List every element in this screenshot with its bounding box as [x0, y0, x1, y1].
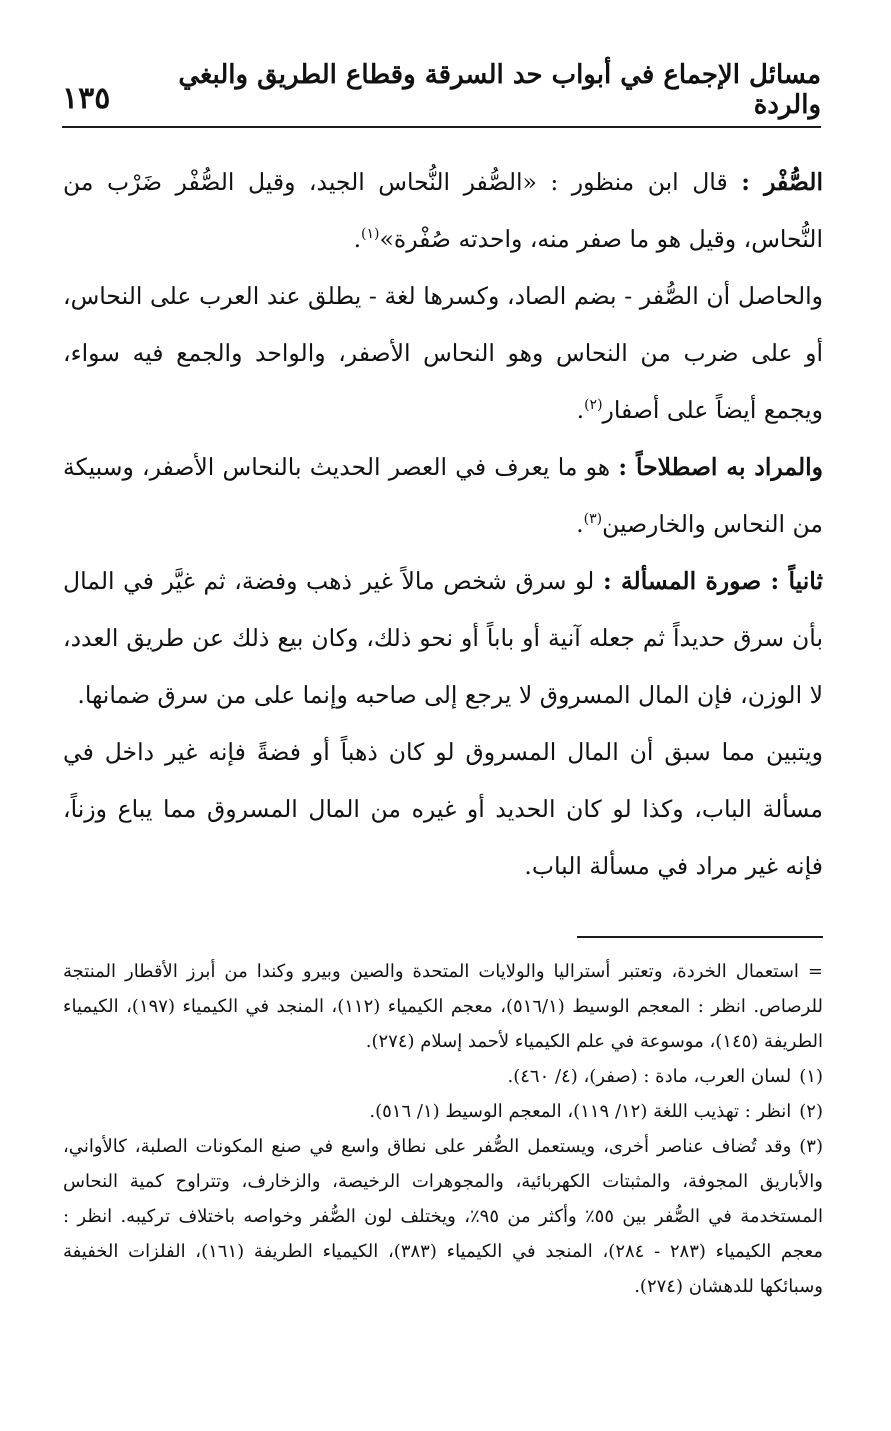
paragraph-text: هو ما يعرف في العصر الحديث بالنحاس الأصفر، وسبيكة من النحاس والخارصين — [63, 453, 823, 538]
footnote-number: (٣) — [799, 1136, 823, 1157]
paragraph-text: والحاصل أن الصُّفر - بضم الصاد، وكسرها لغة - يطلق عند العرب على النحاس، أو على ضرب من النحاس وهو النحاس الأصفر، والواحد والجمع فيه سواء، ويجمع أيضاً على أصفار — [63, 282, 823, 424]
footnote-number: (٢) — [799, 1101, 823, 1122]
footnote-ref-3[interactable]: (٣) — [583, 511, 603, 528]
term-technical: والمراد به اصطلاحاً : — [618, 453, 823, 481]
footnote-text: انظر : تهذيب اللغة (١٢/ ١١٩)، المعجم الوسيط (١/ ٥١٦). — [369, 1101, 792, 1122]
paragraph-text: ويتبين مما سبق أن المال المسروق لو كان ذهباً أو فضةً فإنه غير داخل في مسألة الباب، وكذا لو كان الحديد أو غيره من المال المسروق مما يباع وزناً، فإنه غير مراد في مسألة الباب. — [63, 738, 823, 880]
main-text — [63, 154, 823, 895]
footnote-2 — [63, 1094, 823, 1129]
paragraph-summary — [63, 268, 823, 439]
footnote-text: لسان العرب، مادة : (صفر)، (٤/ ٤٦٠). — [507, 1066, 792, 1087]
footnote-number: (١) — [799, 1066, 823, 1087]
paragraph-definition-sufr — [63, 154, 823, 268]
footnote-ref-1[interactable]: (١) — [361, 226, 380, 243]
sentence-end: . — [353, 225, 362, 253]
footnote-3 — [63, 1129, 823, 1304]
sentence-end: . — [576, 396, 585, 424]
term-case-form: ثانياً : صورة المسألة : — [602, 567, 824, 595]
page-header — [62, 60, 821, 128]
footnote-continued: = استعمال الخردة، وتعتبر أستراليا والولايات المتحدة والصين وبيرو وكندا من أبرز الأقطار المنتجة للرصاص. انظر : المعجم الوسيط (٥١٦/١)، معجم الكيمياء (١١٢)، المنجد في الكيمياء (١٩٧)، الكيمياء الطريفة (١٤٥)، موسوعة في علم الكيمياء لأحمد إسلام (٢٧٤). — [63, 961, 823, 1052]
page-number: ١٣٥ — [62, 81, 111, 116]
term-sufr: الصُّفْر : — [741, 168, 823, 196]
paragraph-text: لو سرق شخص مالاً غير ذهب وفضة، ثم غيَّر في المال بأن سرق حديداً ثم جعله آنية أو باباً أو نحو ذلك، وكان بيع ذلك عن طريق العدد، لا الوزن، فإن المال المسروق لا يرجع إلى صاحبه وإنما على من سرق ضمانها. — [63, 567, 823, 709]
running-title: مسائل الإجماع في أبواب حد السرقة وقطاع الطريق والبغي والردة — [178, 60, 821, 120]
footnote-text: وقد تُضاف عناصر أخرى، ويستعمل الصُّفر على نطاق واسع في صنع المكونات الصلبة، كالأواني، والأباريق المجوفة، والمثبتات الكهربائية، والمجوهرات الرخيصة، والزخارف، وتتراوح كمية النحاس المستخدمة في الصُّفر بين ٥٥٪ وأكثر من ٩٥٪، ويختلف لون الصُّفر وخواصه باختلاف تركيبه. انظر : معجم الكيمياء (٢٨٣ - ٢٨٤)، المنجد في الكيمياء (٣٨٣)، الكيمياء الطريفة (١٦١)، الفلزات الخفيفة وسبائكها للدهشان (٢٧٤). — [63, 1136, 823, 1297]
footnote-separator — [577, 936, 823, 938]
paragraph-case-form — [63, 553, 823, 724]
footnote-1 — [63, 1059, 823, 1094]
footnote-ref-2[interactable]: (٢) — [584, 397, 603, 414]
paragraph-technical-meaning — [63, 439, 823, 553]
footnotes — [63, 954, 823, 1304]
sentence-end: . — [576, 510, 584, 538]
paragraph-clarification — [63, 724, 823, 895]
paragraph-text: قال ابن منظور : «الصُّفر النُّحاس الجيد، وقيل الصُّفْر ضَرْب من النُّحاس، وقيل هو ما صفر منه، واحدته صُفْرة» — [63, 168, 823, 253]
